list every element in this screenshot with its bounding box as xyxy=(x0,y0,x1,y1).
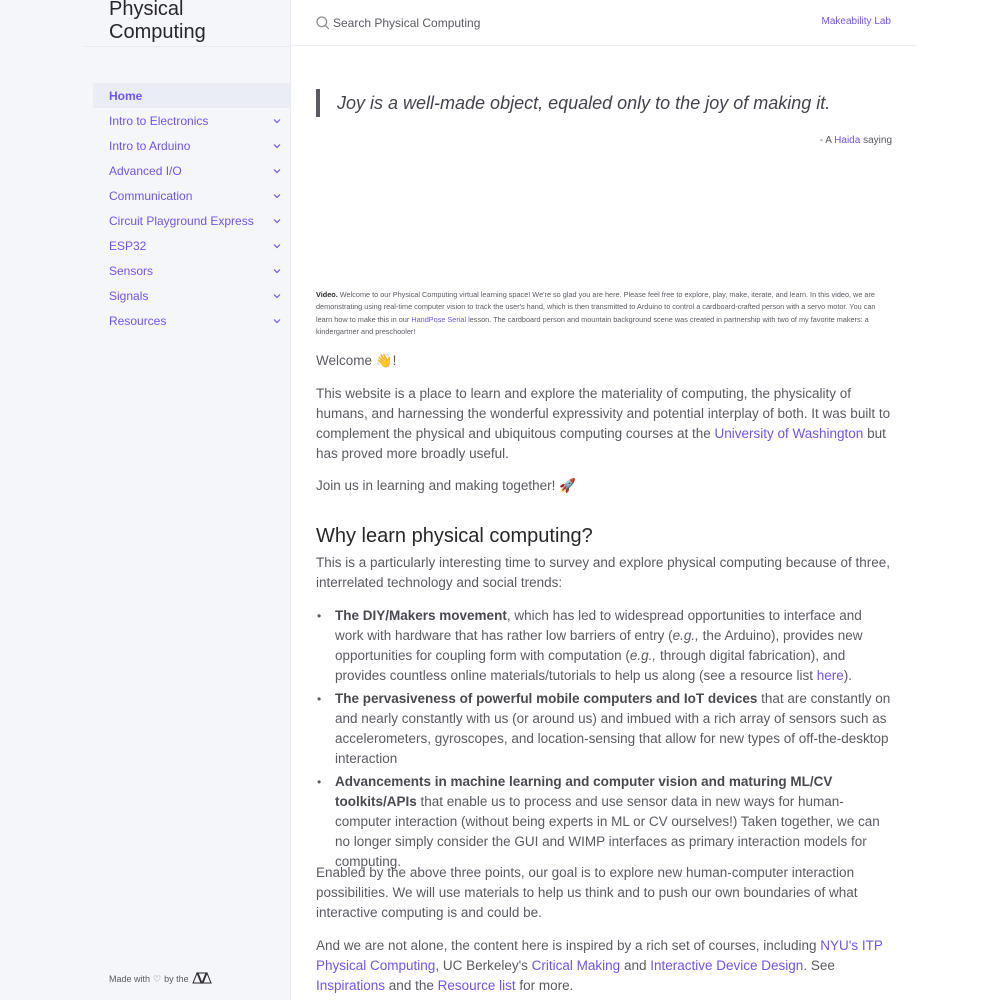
text: . See xyxy=(803,958,835,973)
sidebar-item-label: Communication xyxy=(109,188,193,203)
handpose-serial-link[interactable]: HandPose Serial xyxy=(411,314,467,324)
caption-label: Video. xyxy=(316,290,338,299)
list-item xyxy=(316,689,892,769)
sidebar-item-communication[interactable] xyxy=(93,183,291,208)
makeability-logo-icon[interactable] xyxy=(192,972,212,986)
chevron-down-icon[interactable] xyxy=(271,140,283,152)
inspirations-link[interactable]: Inspirations xyxy=(316,978,386,993)
by-the-text: by the xyxy=(164,974,189,984)
bullet-dot: • xyxy=(317,692,322,706)
top-bar xyxy=(291,0,916,46)
video-caption xyxy=(316,289,892,338)
sidebar-item-sensors[interactable] xyxy=(93,258,291,283)
sidebar-item-label: Intro to Arduino xyxy=(109,138,191,153)
sidebar-item-label: Resources xyxy=(109,313,167,328)
video-player[interactable] xyxy=(316,156,892,286)
chevron-down-icon[interactable] xyxy=(271,215,283,227)
sidebar-item-label: ESP32 xyxy=(109,238,147,253)
sidebar-item-resources[interactable] xyxy=(93,308,291,333)
footer-made-with xyxy=(109,972,212,986)
caption-text-2: lesson. The cardboard person and mountain background scene was created in partnership with two of my favorite makers: a kindergartner and preschooler! xyxy=(316,314,869,336)
text: for more. xyxy=(515,978,574,993)
list-item-bold: The pervasiveness of powerful mobile computers and IoT devices xyxy=(335,691,758,706)
attribution-prefix: - A xyxy=(819,135,832,146)
chevron-down-icon[interactable] xyxy=(271,190,283,202)
trends-list xyxy=(316,606,892,875)
chevron-down-icon[interactable] xyxy=(271,165,283,177)
sidebar-item-intro-to-arduino[interactable] xyxy=(93,133,291,158)
uw-link[interactable]: University of Washington xyxy=(714,426,864,441)
intro-paragraph xyxy=(316,384,892,464)
sidebar-item-label: Home xyxy=(109,88,143,103)
not-alone-paragraph xyxy=(316,936,892,996)
text: and xyxy=(620,958,651,973)
resource-list-link[interactable]: Resource list xyxy=(437,978,516,993)
list-item xyxy=(316,606,892,686)
why-lead: This is a particularly interesting time to survey and explore physical computing because of three, interrelated technology and social trends: xyxy=(316,555,891,590)
list-item xyxy=(316,772,892,872)
chevron-down-icon[interactable] xyxy=(271,290,283,302)
quote-attribution xyxy=(820,135,892,146)
list-item-text: , which has led to widespread opportunities to interface and work with hardware that has rather low barriers of entry ( xyxy=(335,608,862,643)
sidebar-nav xyxy=(93,83,291,333)
site-title[interactable]: Physical Computing xyxy=(109,0,206,43)
chevron-down-icon[interactable] xyxy=(271,265,283,277)
list-item-text: through digital fabrication), and provides countless online materials/tutorials to help us along (see a resource list xyxy=(335,648,846,683)
sidebar-item-label: Signals xyxy=(109,288,149,303)
text: , UC Berkeley's xyxy=(435,958,532,973)
interactive-device-design-link[interactable]: Interactive Device Design xyxy=(650,958,804,973)
sidebar-item-label: Sensors xyxy=(109,263,154,278)
sidebar-item-label: Circuit Playground Express xyxy=(109,213,254,228)
list-item-text: that enable us to process and use sensor data in new ways for human-computer interaction (without being experts in ML or CV ourselves!) Taken together, we can no longer simply consider the GUI and WIMP interfaces as primary interaction models for computing. xyxy=(335,794,880,869)
attribution-suffix: saying xyxy=(863,135,892,146)
chevron-down-icon[interactable] xyxy=(271,315,283,327)
list-item-text: that are constantly on and nearly constantly with us (or around us) and imbued with a rich array of sensors such as accelerometers, gyroscopes, and location-sensing that allow for new types of off-the-desktop interaction xyxy=(335,691,891,766)
welcome-text: Welcome 👋! xyxy=(316,353,397,368)
makeability-lab-link[interactable]: Makeability Lab xyxy=(821,16,891,27)
heart-icon: ♡ xyxy=(153,973,162,984)
intro-text-1: This website is a place to learn and explore the materiality of computing, the physicality of humans, and harnessing the wonderful expressivity and potential interplay of both. It was built to complement the physical and ubiquitous computing courses at the xyxy=(316,386,891,441)
here-link[interactable]: here xyxy=(816,668,844,683)
list-item-italic: e.g., xyxy=(629,648,657,663)
haida-link[interactable]: Haida xyxy=(834,135,861,146)
chevron-down-icon[interactable] xyxy=(271,115,283,127)
nyu-itp-link[interactable]: NYU's ITP Physical Computing xyxy=(316,938,883,973)
sidebar-item-label: Advanced I/O xyxy=(109,163,182,178)
list-item-bold: Advancements in machine learning and computer vision and maturing ML/CV toolkits/APIs xyxy=(335,774,833,809)
enabled-paragraph: Enabled by the above three points, our goal is to explore new human-computer interaction possibilities. We will use materials to help us think and to push our own boundaries of what interactive computing is and could be. xyxy=(316,865,858,920)
why-heading: Why learn physical computing? xyxy=(316,525,593,547)
list-item-italic: e.g., xyxy=(672,628,699,643)
search-icon xyxy=(316,16,330,30)
made-with-text: Made with xyxy=(109,974,151,984)
sidebar xyxy=(0,0,291,1000)
caption-text-1: Welcome to our Physical Computing virtual learning space! We're so glad you are here. Please feel free to explore, play, make, iterate, and learn. In this video, we are demonstrating using real-time computer vision to track the user's hand, which is then transmitted to Arduino to control a cardboard-crafted person with a servo motor. You can learn how to make this in our xyxy=(316,290,876,324)
sidebar-item-home[interactable] xyxy=(93,83,291,108)
chevron-down-icon[interactable] xyxy=(271,240,283,252)
join-text: Join us in learning and making together! 🚀 xyxy=(316,478,576,493)
text: And we are not alone, the content here is inspired by a rich set of courses, including xyxy=(316,938,821,953)
sidebar-item-advanced-i-o[interactable] xyxy=(93,158,291,183)
sidebar-item-label: Intro to Electronics xyxy=(109,113,209,128)
list-item-bold: The DIY/Makers movement xyxy=(335,608,507,623)
list-item-text: the Arduino), provides new opportunities for coupling form with computation ( xyxy=(335,628,863,663)
sidebar-item-esp32[interactable] xyxy=(93,233,291,258)
critical-making-link[interactable]: Critical Making xyxy=(531,958,621,973)
title-divider xyxy=(84,46,291,47)
bullet-dot: • xyxy=(317,609,322,623)
blockquote: Joy is a well-made object, equaled only to the joy of making it. xyxy=(316,89,892,117)
sidebar-item-signals[interactable] xyxy=(93,283,291,308)
search-input[interactable] xyxy=(333,12,713,34)
list-item-text: ). xyxy=(843,668,853,683)
sidebar-item-circuit-playground-express[interactable] xyxy=(93,208,291,233)
sidebar-item-intro-to-electronics[interactable] xyxy=(93,108,291,133)
intro-text-2: but has proved more broadly useful. xyxy=(316,426,886,461)
bullet-dot: • xyxy=(317,775,322,789)
text: and the xyxy=(385,978,438,993)
